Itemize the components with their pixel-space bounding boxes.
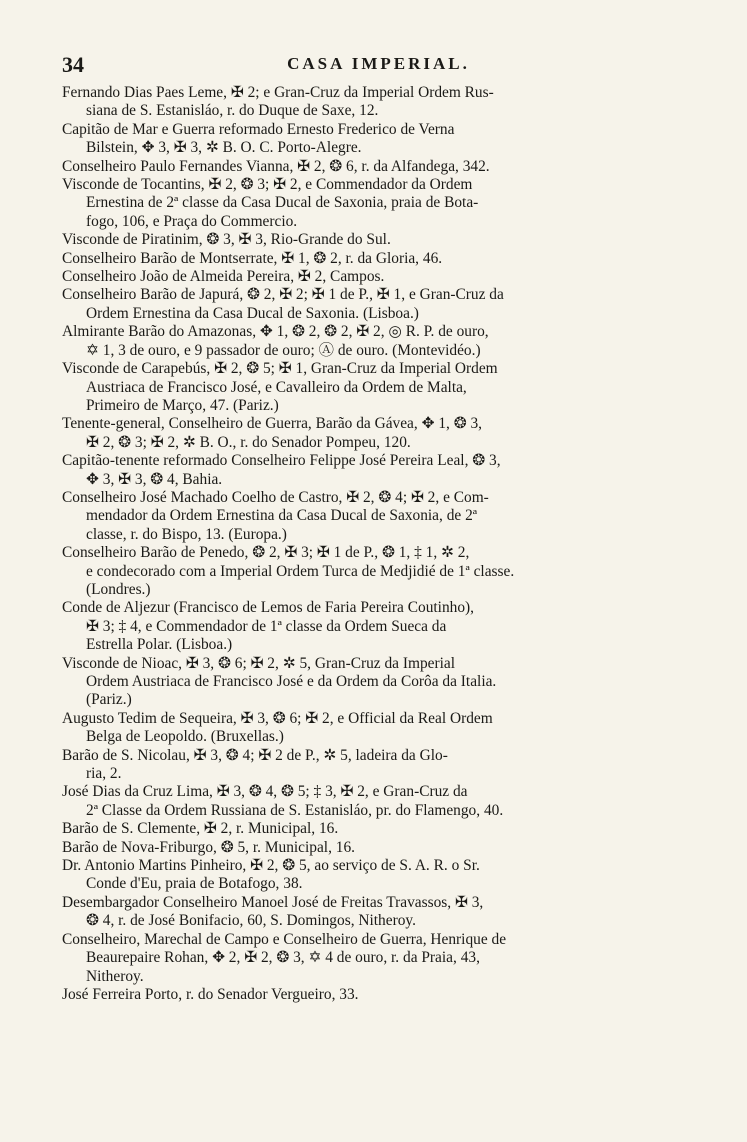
entry-first-line: José Dias da Cruz Lima, ✠ 3, ❂ 4, ❂ 5; ‡ 3, ✠ 2, e Gran-Cruz da: [62, 783, 468, 801]
entry: [62, 839, 697, 857]
entry-continuation-line: Belga de Leopoldo. (Bruxellas.): [86, 728, 284, 746]
entry-continuation-line: ria, 2.: [86, 765, 122, 783]
entry-continuation-line: mendador da Ordem Ernestina da Casa Ducal de Saxonia, de 2ª: [86, 507, 478, 525]
entry-first-line: Conselheiro Barão de Penedo, ❂ 2, ✠ 3; ✠ 1 de P., ❂ 1, ‡ 1, ✲ 2,: [62, 544, 470, 562]
entry: [62, 121, 697, 158]
entry: [62, 747, 697, 784]
entry: [62, 323, 697, 360]
entry-first-line: Fernando Dias Paes Leme, ✠ 2; e Gran-Cruz da Imperial Ordem Rus-: [62, 84, 494, 101]
entry: [62, 176, 697, 231]
entry-continuation-line: Ordem Austriaca de Francisco José e da Ordem da Corôa da Italia.: [86, 673, 497, 690]
entry: [62, 544, 697, 599]
entry: [62, 250, 697, 268]
entry-continuation-line: (Londres.): [86, 580, 151, 598]
entry: [62, 986, 697, 1004]
entry-continuation-line: ✠ 2, ❂ 3; ✠ 2, ✲ B. O., r. do Senador Pompeu, 120.: [86, 433, 411, 451]
entry: [62, 231, 697, 249]
entry-first-line: Capitão de Mar e Guerra reformado Ernesto Frederico de Verna: [62, 120, 455, 138]
entry-first-line: Capitão-tenente reformado Conselheiro Felippe José Pereira Leal, ❂ 3,: [62, 452, 501, 470]
entry-continuation-line: ❂ 4, r. de José Bonifacio, 60, S. Domingos, Nitheroy.: [86, 912, 416, 930]
page-number: 34: [62, 52, 84, 77]
entry-first-line: Conselheiro Paulo Fernandes Vianna, ✠ 2, ❂ 6, r. da Alfandega, 342.: [62, 157, 490, 175]
entry-continuation-line: Nitheroy.: [86, 967, 144, 985]
entry-first-line: Visconde de Tocantins, ✠ 2, ❂ 3; ✠ 2, e Commendador da Ordem: [62, 176, 473, 194]
entry-continuation-line: Ordem Ernestina da Casa Ducal de Saxonia. (Lisboa.): [86, 304, 419, 322]
entry-first-line: Augusto Tedim de Sequeira, ✠ 3, ❂ 6; ✠ 2, e Official da Real Ordem: [62, 709, 493, 727]
entry-continuation-line: ✡ 1, 3 de ouro, e 9 passador de ouro; Ⓐ de ouro. (Montevidéo.): [86, 341, 481, 359]
entry-continuation-line: siana de S. Estanisláo, r. do Duque de Saxe, 12.: [86, 102, 379, 120]
entry-continuation-line: ✠ 3; ‡ 4, e Commendador de 1ª classe da Ordem Sueca da: [86, 617, 447, 635]
entry-continuation-line: Conde d'Eu, praia de Botafogo, 38.: [86, 875, 303, 893]
entry: [62, 452, 697, 489]
entry: [62, 415, 697, 452]
entry: [62, 286, 697, 323]
entry-continuation-line: Austriaca de Francisco José, e Cavalleiro da Ordem de Malta,: [86, 378, 467, 396]
entry-first-line: Dr. Antonio Martins Pinheiro, ✠ 2, ❂ 5, ao serviço de S. A. R. o Sr.: [62, 857, 480, 875]
entry-first-line: Conselheiro Barão de Japurá, ❂ 2, ✠ 2; ✠ 1 de P., ✠ 1, e Gran-Cruz da: [62, 286, 504, 304]
entry-first-line: Desembargador Conselheiro Manoel José de Freitas Travassos, ✠ 3,: [62, 893, 484, 911]
page-header: [62, 52, 695, 86]
entry-first-line: Visconde de Piratinim, ❂ 3, ✠ 3, Rio-Grande do Sul.: [62, 231, 391, 249]
running-title: CASA IMPERIAL.: [287, 54, 470, 73]
entry-first-line: Barão de S. Nicolau, ✠ 3, ❂ 4; ✠ 2 de P., ✲ 5, ladeira da Glo-: [62, 746, 448, 764]
entry: [62, 268, 697, 286]
entry: [62, 489, 697, 544]
entry-first-line: Tenente-general, Conselheiro de Guerra, Barão da Gávea, ✥ 1, ❂ 3,: [62, 415, 482, 433]
entry: [62, 599, 697, 654]
entry: [62, 360, 697, 415]
entry-continuation-line: ✥ 3, ✠ 3, ❂ 4, Bahia.: [86, 470, 223, 488]
entry-first-line: Visconde de Nioac, ✠ 3, ❂ 6; ✠ 2, ✲ 5, Gran-Cruz da Imperial: [62, 654, 455, 672]
entry-continuation-line: Beaurepaire Rohan, ✥ 2, ✠ 2, ❂ 3, ✡ 4 de ouro, r. da Praia, 43,: [86, 949, 480, 967]
entry-continuation-line: 2ª Classe da Ordem Russiana de S. Estanisláo, pr. do Flamengo, 40.: [86, 801, 504, 819]
entry-first-line: Barão de Nova-Friburgo, ❂ 5, r. Municipal, 16.: [62, 838, 356, 856]
entry-continuation-line: e condecorado com a Imperial Ordem Turca de Medjidié de 1ª classe.: [86, 562, 515, 580]
entry-first-line: Conde de Aljezur (Francisco de Lemos de Faria Pereira Coutinho),: [62, 599, 475, 617]
entry-first-line: Conselheiro José Machado Coelho de Castro, ✠ 2, ❂ 4; ✠ 2, e Com-: [62, 488, 489, 506]
entry: [62, 894, 697, 931]
entry-continuation-line: Ernestina de 2ª classe da Casa Ducal de Saxonia, praia de Bota-: [86, 194, 479, 212]
entry-first-line: Almirante Barão do Amazonas, ✥ 1, ❂ 2, ❂ 2, ✠ 2, ◎ R. P. de ouro,: [62, 323, 489, 341]
entry-first-line: Conselheiro, Marechal de Campo e Conselheiro de Guerra, Henrique de: [62, 930, 507, 948]
entry: [62, 84, 697, 121]
entry-continuation-line: fogo, 106, e Praça do Commercio.: [86, 212, 298, 230]
entry-continuation-line: (Pariz.): [86, 691, 132, 709]
entry-continuation-line: Estrella Polar. (Lisboa.): [86, 636, 233, 654]
entry: [62, 158, 697, 176]
entry-first-line: Conselheiro João de Almeida Pereira, ✠ 2, Campos.: [62, 268, 385, 286]
entry-first-line: Barão de S. Clemente, ✠ 2, r. Municipal, 16.: [62, 820, 339, 838]
entry: [62, 783, 697, 820]
entry-continuation-line: Bilstein, ✥ 3, ✠ 3, ✲ B. O. C. Porto-Alegre.: [86, 139, 362, 157]
entry: [62, 655, 697, 710]
entry: [62, 710, 697, 747]
entry-first-line: Visconde de Carapebús, ✠ 2, ❂ 5; ✠ 1, Gran-Cruz da Imperial Ordem: [62, 360, 498, 378]
entry-list: [62, 84, 697, 1004]
entry-continuation-line: classe, r. do Bispo, 13. (Europa.): [86, 525, 287, 543]
entry-first-line: Conselheiro Barão de Montserrate, ✠ 1, ❂ 2, r. da Gloria, 46.: [62, 249, 443, 267]
entry-first-line: José Ferreira Porto, r. do Senador Vergueiro, 33.: [62, 985, 359, 1003]
entry: [62, 857, 697, 894]
entry: [62, 931, 697, 986]
entry: [62, 820, 697, 838]
entry-continuation-line: Primeiro de Março, 47. (Pariz.): [86, 396, 279, 414]
